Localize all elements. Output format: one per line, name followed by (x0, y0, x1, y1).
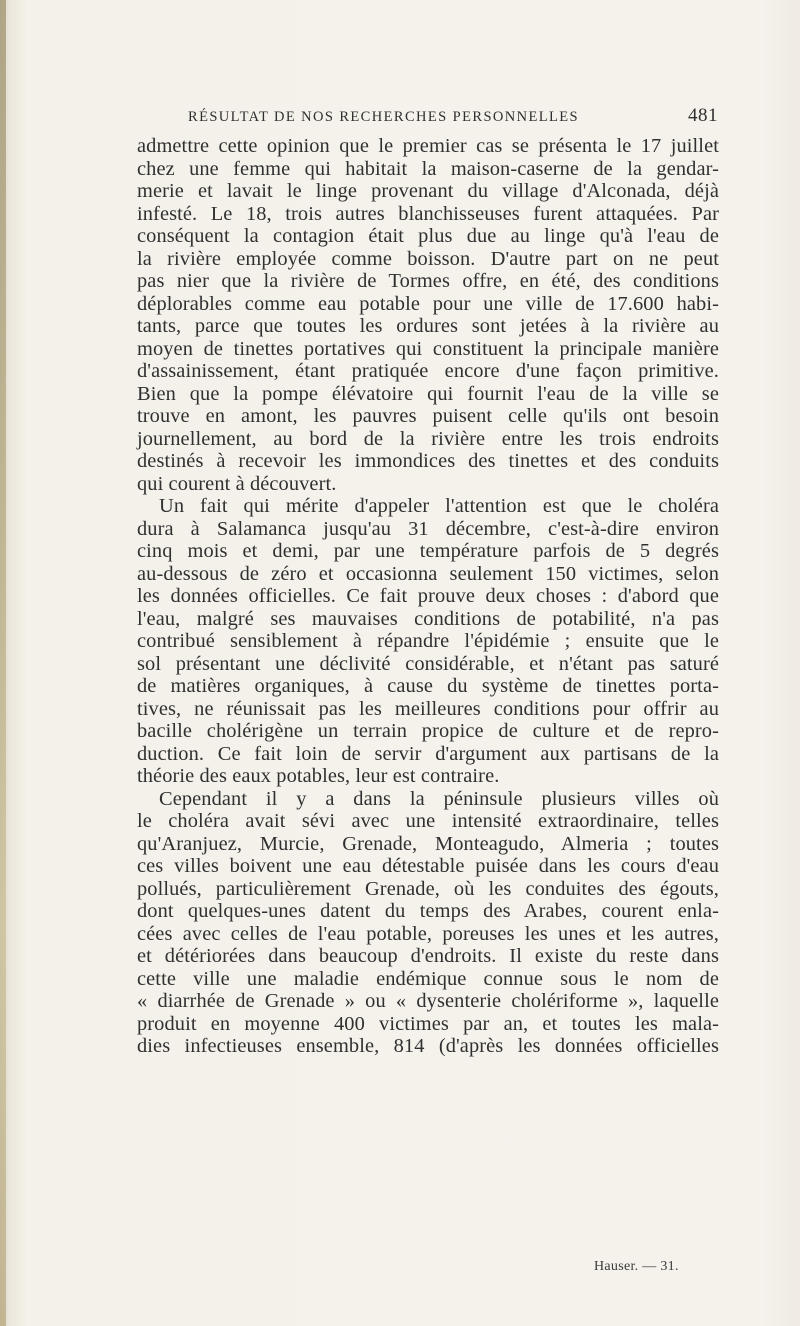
page-header (188, 105, 718, 126)
text-line: sol présentant une déclivité considérable, et n'étant pas saturé (137, 652, 719, 675)
text-line: de matières organiques, à cause du système de tinettes porta- (137, 675, 719, 697)
paragraph-start: Un fait qui mérite d'appeler l'attention est que le choléra (159, 495, 719, 517)
text-line: infesté. Le 18, trois autres blanchisseuses furent attaquées. Par (137, 202, 719, 225)
text-line: merie et lavait le linge provenant du village d'Alconada, déjà (137, 180, 719, 202)
text-line: l'eau, malgré ses mauvaises conditions de potabilité, n'a pas (137, 607, 719, 630)
text-line: cinq mois et demi, par une température parfois de 5 degrés (137, 540, 719, 562)
text-line: cées avec celles de l'eau potable, poreuses les unes et les autres, (137, 922, 719, 945)
text-line: admettre cette opinion que le premier cas se présenta le 17 juillet (137, 135, 719, 157)
text-line: duction. Ce fait loin de servir d'argument aux partisans de la (137, 742, 719, 765)
text-line: ces villes boivent une eau détestable puisée dans les cours d'eau (137, 855, 719, 877)
text-line: chez une femme qui habitait la maison-caserne de la gendar- (137, 157, 719, 180)
text-line: produit en moyenne 400 victimes par an, et toutes les mala- (137, 1012, 719, 1035)
text-line: déplorables comme eau potable pour une ville de 17.600 habi- (137, 292, 719, 315)
paragraph-start: Cependant il y a dans la péninsule plusieurs villes où (159, 787, 719, 810)
text-line: dura à Salamanca jusqu'au 31 décembre, c'est-à-dire environ (137, 517, 719, 540)
text-line: tives, ne réunissait pas les meilleures conditions pour offrir au (137, 697, 719, 720)
text-line: tants, parce que toutes les ordures sont jetées à la rivière au (137, 315, 719, 337)
text-line: dont quelques-unes datent du temps des Arabes, courent enla- (137, 900, 719, 922)
text-line: théorie des eaux potables, leur est contraire. (137, 765, 500, 787)
text-line: les données officielles. Ce fait prouve deux choses : d'abord que (137, 585, 719, 607)
page-gutter-shadow (0, 0, 6, 1326)
page-number: 481 (688, 105, 718, 126)
text-line: dies infectieuses ensemble, 814 (d'après les données officielles (137, 1035, 719, 1057)
text-line: bacille cholérigène un terrain propice de culture et de repro- (137, 720, 719, 742)
text-line: trouve en amont, les pauvres puisent celle qu'ils ont besoin (137, 405, 719, 427)
text-line: au-dessous de zéro et occasionna seulement 150 victimes, selon (137, 562, 719, 585)
text-line: « diarrhée de Grenade » ou « dysenterie cholériforme », laquelle (137, 990, 719, 1012)
text-line: d'assainissement, étant pratiquée encore d'une façon primitive. (137, 360, 719, 382)
running-head: RÉSULTAT DE NOS RECHERCHES PERSONNELLES (188, 109, 580, 125)
text-line: destinés à recevoir les immondices des tinettes et des conduits (137, 450, 719, 472)
text-line: la rivière employée comme boisson. D'autre part on ne peut (137, 247, 719, 270)
text-line: journellement, au bord de la rivière entre les trois endroits (137, 427, 719, 450)
text-line: qui courent à découvert. (137, 472, 337, 495)
text-line: qu'Aranjuez, Murcie, Grenade, Monteagudo, Almeria ; toutes (137, 832, 719, 855)
text-line: pollués, particulièrement Grenade, où les conduites des égouts, (137, 877, 719, 900)
text-line: cette ville une maladie endémique connue sous le nom de (137, 967, 719, 990)
body-text (137, 135, 719, 1058)
text-line: et détériorées dans beaucoup d'endroits. Il existe du reste dans (137, 945, 719, 967)
text-line: contribué sensiblement à répandre l'épidémie ; ensuite que le (137, 630, 719, 652)
text-line: pas nier que la rivière de Tormes offre, en été, des conditions (137, 270, 719, 292)
signature-mark: Hauser. — 31. (594, 1259, 679, 1274)
text-line: conséquent la contagion était plus due au linge qu'à l'eau de (137, 225, 719, 247)
text-line: moyen de tinettes portatives qui constituent la principale manière (137, 337, 719, 360)
text-line: le choléra avait sévi avec une intensité extraordinaire, telles (137, 810, 719, 832)
text-line: Bien que la pompe élévatoire qui fournit l'eau de la ville se (137, 382, 719, 405)
